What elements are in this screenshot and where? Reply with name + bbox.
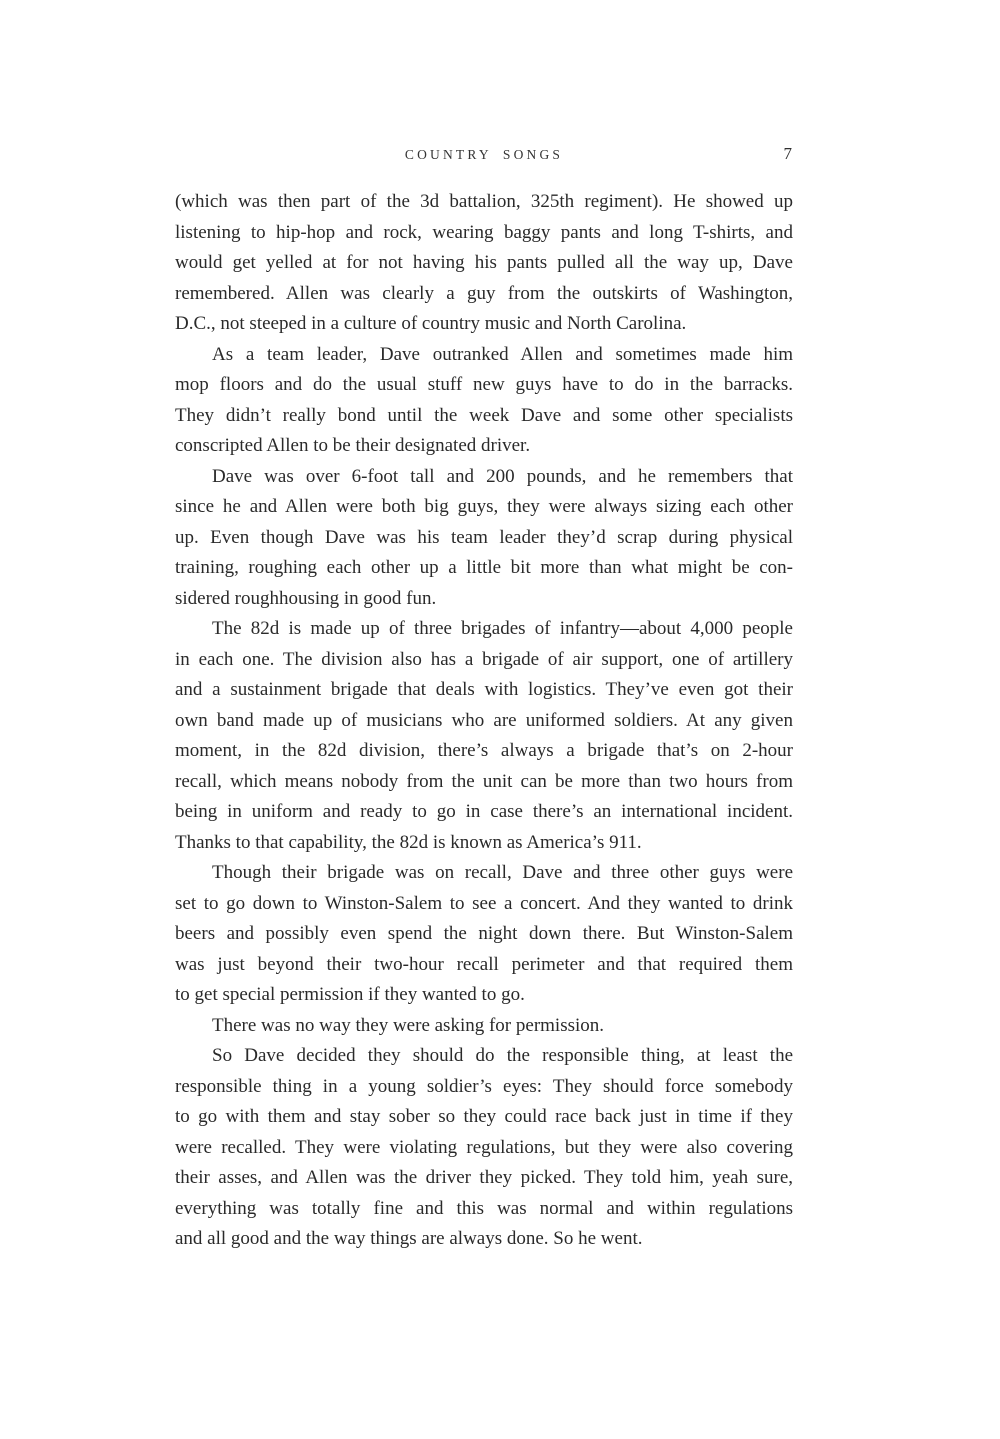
text-line: They didn’t really bond until the week Dave and some other specialists: [175, 404, 793, 426]
text-line: their asses, and Allen was the driver they picked. They told him, yeah sure,: [175, 1167, 793, 1188]
text-line: set to go down to Winston-Salem to see a concert. And they wanted to drink: [175, 892, 793, 914]
text-line: was just beyond their two-hour recall perimeter and that required them: [175, 953, 793, 975]
text-line: to go with them and stay sober so they could race back just in time if they: [175, 1106, 793, 1127]
text-line: training, roughing each other up a little bit more than what might be con-: [175, 557, 793, 578]
text-line: to get special permission if they wanted to go.: [175, 984, 525, 1005]
text-line: since he and Allen were both big guys, they were always sizing each other: [175, 496, 793, 517]
text-line: Thanks to that capability, the 82d is known as America’s 911.: [175, 831, 642, 853]
text-line: So Dave decided they should do the responsible thing, at least the: [212, 1045, 793, 1066]
text-line: recall, which means nobody from the unit can be more than two hours from: [175, 770, 793, 792]
text-line: everything was totally fine and this was normal and within regulations: [175, 1197, 793, 1219]
text-line: D.C., not steeped in a culture of country music and North Carolina.: [175, 313, 687, 334]
text-line: in each one. The division also has a brigade of air support, one of artillery: [175, 648, 793, 670]
text-line: responsible thing in a young soldier’s eyes: They should force somebody: [175, 1075, 793, 1097]
page-header: [175, 146, 793, 163]
text-line: beers and possibly even spend the night down there. But Winston-Salem: [175, 923, 793, 944]
text-line: mop floors and do the usual stuff new guys have to do in the barracks.: [175, 374, 793, 395]
text-line: The 82d is made up of three brigades of infantry—about 4,000 people: [212, 618, 793, 639]
text-line: and a sustainment brigade that deals with logistics. They’ve even got their: [175, 679, 793, 700]
text-line: conscripted Allen to be their designated driver.: [175, 435, 531, 456]
text-line: would get yelled at for not having his pants pulled all the way up, Dave: [175, 252, 793, 273]
text-line: Dave was over 6-foot tall and 200 pounds, and he remembers that: [212, 465, 793, 487]
text-line: own band made up of musicians who are uniformed soldiers. At any given: [175, 709, 793, 731]
text-line: listening to hip-hop and rock, wearing baggy pants and long T-shirts, and: [175, 221, 793, 243]
text-line: moment, in the 82d division, there’s always a brigade that’s on 2-hour: [175, 740, 793, 761]
text-line: were recalled. They were violating regulations, but they were also covering: [175, 1136, 793, 1158]
text-line: As a team leader, Dave outranked Allen and sometimes made him: [212, 343, 793, 365]
text-line: (which was then part of the 3d battalion, 325th regiment). He showed up: [175, 191, 793, 212]
text-line: There was no way they were asking for permission.: [212, 1014, 605, 1036]
text-block: [175, 146, 793, 1255]
body-text: [175, 187, 793, 1255]
running-title: COUNTRY SONGS: [404, 147, 564, 162]
text-line: sidered roughhousing in good fun.: [175, 587, 437, 609]
text-line: being in uniform and ready to go in case there’s an international incident.: [175, 801, 793, 822]
text-line: and all good and the way things are always done. So he went.: [175, 1228, 643, 1249]
text-line: up. Even though Dave was his team leader they’d scrap during physical: [175, 526, 793, 548]
text-line: remembered. Allen was clearly a guy from the outskirts of Washington,: [175, 282, 793, 304]
page-number: 7: [783, 144, 792, 163]
text-line: Though their brigade was on recall, Dave and three other guys were: [212, 862, 793, 883]
